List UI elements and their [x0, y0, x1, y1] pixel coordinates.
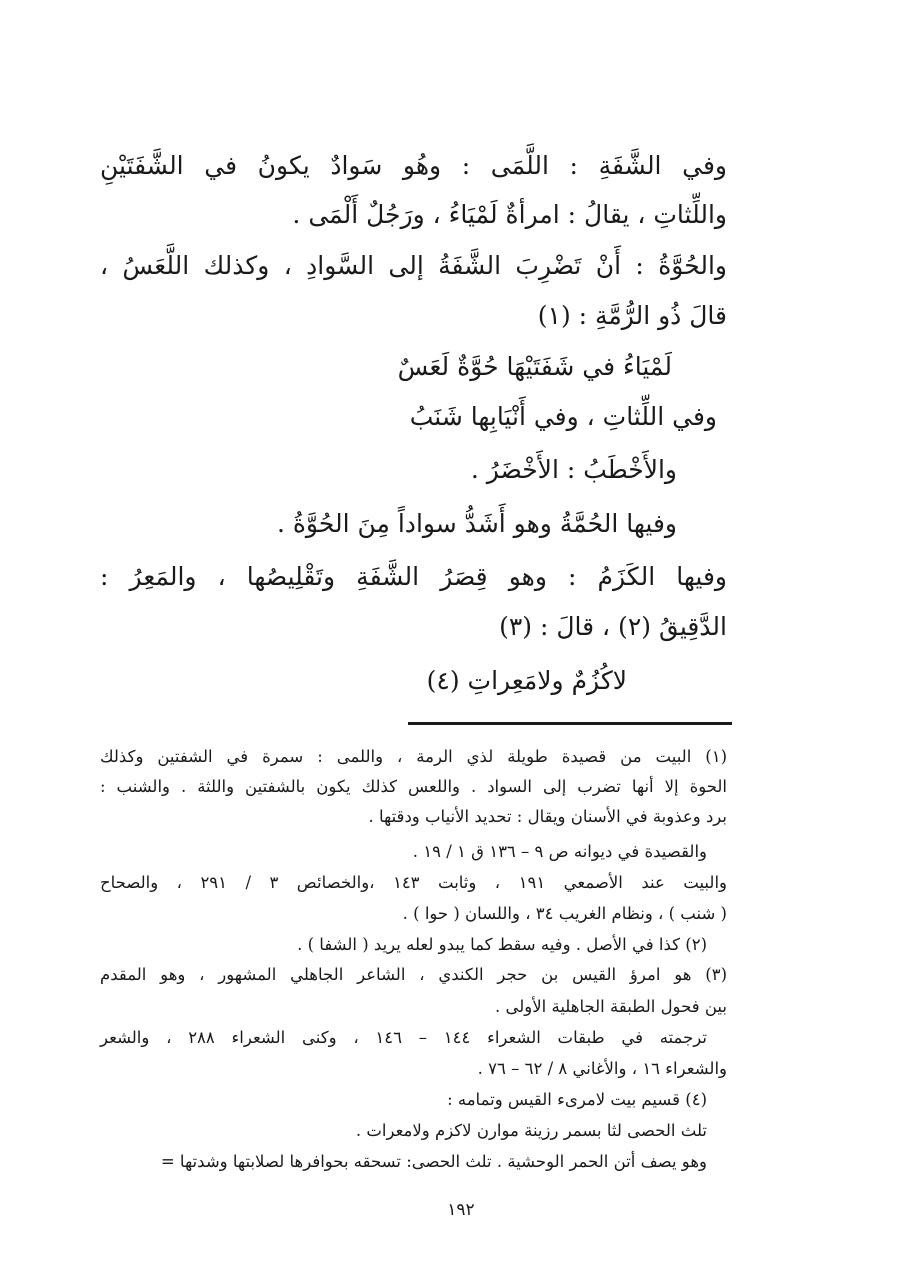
- page-number: ١٩٢: [447, 1200, 475, 1220]
- footnote-line: بين فحول الطبقة الجاهلية الأولى .: [495, 997, 727, 1016]
- footnote-line: الحوة إلا أنها تضرب إلى السواد . واللعس كذلك يكون بالشفتين واللثة . والشنب :: [100, 777, 727, 796]
- footnote-line: برد وعذوبة في الأسنان ويقال : تحديد الأنياب ودقتها .: [368, 807, 727, 826]
- footnote-line: والقصيدة في ديوانه ص ٩ – ١٣٦ ق ١ / ١٩ .: [412, 842, 707, 861]
- text-line: الدَّقِيقُ (٢) ، قالَ : (٣): [499, 612, 727, 641]
- footnote-line: (١) البيت من قصيدة طويلة لذي الرمة ، واللمى : سمرة في الشفتين وكذلك: [100, 747, 727, 766]
- footnote-line: (٢) كذا في الأصل . وفيه سقط كما يبدو لعله يريد ( الشفا ) .: [297, 935, 707, 954]
- footnote-line: والشعراء ١٦ ، والأغاني ٨ / ٦٢ – ٧٦ .: [477, 1059, 727, 1078]
- footnote-line: (٤) قسيم بيت لامرىء القيس وتمامه :: [447, 1090, 707, 1109]
- footnote-line: ترجمته في طبقات الشعراء ١٤٤ – ١٤٦ ، وكنى الشعراء ٢٨٨ ، والشعر: [100, 1028, 707, 1047]
- text-line: والحُوَّةُ : أَنْ تَضْرِبَ الشَّفَةُ إلى السَّوادِ ، وكذلك اللَّعَسُ ،: [100, 251, 727, 280]
- footnote-line: (٣) هو امرؤ القيس بن حجر الكندي ، الشاعر الجاهلي المشهور ، وهو المقدم: [100, 965, 727, 984]
- footnote-line: وهو يصف أتن الحمر الوحشية . تلث الحصى: تسحقه بحوافرها لصلابتها وشدتها =: [160, 1152, 707, 1171]
- text-line: قالَ ذُو الرُّمَّةِ : (١): [537, 301, 727, 330]
- verse-line: لَمْيَاءُ في شَفَتَيْهَا حُوَّةٌ لَعَسٌ: [397, 352, 672, 381]
- text-line: والأَخْطَبُ : الأَخْضَرُ .: [470, 455, 677, 484]
- footnote-line: ( شنب ) ، ونظام الغريب ٣٤ ، واللسان ( حوا ) .: [402, 904, 727, 923]
- text-line: واللِّثاتِ ، يقالُ : امرأةٌ لَمْيَاءُ ، ورَجُلٌ أَلْمَى .: [292, 200, 727, 229]
- verse-line: وفي اللِّثاتِ ، وفي أَنْيَابِها شَنَبُ: [409, 402, 717, 431]
- text-line: وفيها الكَزَمُ : وهو قِصَرُ الشَّفَةِ وتَقْلِيصُها ، والمَعِرُ :: [100, 562, 727, 591]
- footnote-line: والبيت عند الأصمعي ١٩١ ، وثابت ١٤٣ ،والخصائص ٣ / ٢٩١ ، والصحاح: [100, 873, 727, 892]
- text-line: وفي الشَّفَةِ : اللَّمَى : وهُو سَوادٌ يكونُ في الشَّفَتَيْنِ: [100, 151, 727, 180]
- verse-line: لاكُزُمٌ ولامَعِراتِ (٤): [426, 666, 627, 695]
- text-line: وفيها الحُمَّةُ وهو أَشَدُّ سواداً مِنَ الحُوَّةُ .: [276, 509, 677, 538]
- footnote-line: تلث الحصى لثا بسمر رزينة موارن لاكزم ولامعرات .: [355, 1121, 707, 1140]
- footnote-separator: [408, 722, 732, 725]
